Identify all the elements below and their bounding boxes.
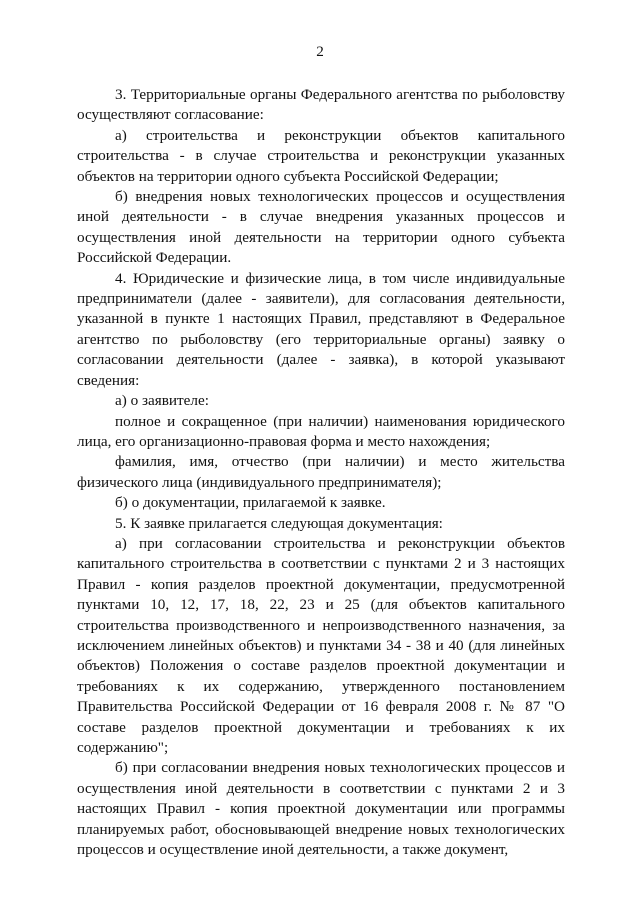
- paragraph-4b: б) о документации, прилагаемой к заявке.: [115, 494, 386, 512]
- paragraph-4a-legal-entity: полное и сокращенное (при наличии) наименования юридического лица, его организационно-правовая форма и место нахождения;: [77, 412, 565, 450]
- paragraph-4a: а) о заявителе:: [115, 392, 209, 410]
- paragraph-5a: а) при согласовании строительства и реконструкции объектов капитального строительства в соответствии с пунктами 2 и 3 настоящих Правил - копия разделов проектной документации, предусмотренной пунктами 10, 12, 17, 18, 22, 23 и 25 (для объектов капитального строительства производственного и непроизводственного назначения, за исключением линейных объектов) и пунктами 34 - 38 и 40 (для линейных объектов) Положения о составе разделов проектной документации и требованиях к их содержанию, утвержденного постановлением Правительства Российской Федерации от 16 февраля 2008 г. № 87 "О составе разделов проектной документации и требованиях к их содержанию";: [77, 534, 565, 756]
- paragraph-5: 5. К заявке прилагается следующая документация:: [115, 514, 443, 532]
- paragraph-5b: б) при согласовании внедрения новых технологических процессов и осуществления иной деятельности в соответствии с пунктами 2 и 3 настоящих Правил - копия проектной документации или программы планируемых работ, обосновывающей внедрение новых технологических процессов и осуществление иной деятельности, а также документ,: [77, 759, 565, 859]
- paragraph-3a: а) строительства и реконструкции объектов капитального строительства - в случае строительства и реконструкции указанных объектов на территории одного субъекта Российской Федерации;: [77, 126, 565, 185]
- paragraph-4a-individual: фамилия, имя, отчество (при наличии) и место жительства физического лица (индивидуального предпринимателя);: [77, 453, 565, 491]
- page-number: 2: [316, 43, 324, 60]
- paragraph-3b: б) внедрения новых технологических процессов и осуществления иной деятельности - в случае внедрения указанных процессов и осуществления иной деятельности на территории одного субъекта Российской Федерации.: [77, 188, 565, 267]
- paragraph-4: 4. Юридические и физические лица, в том числе индивидуальные предприниматели (далее - заявители), для согласования деятельности, указанной в пункте 1 настоящих Правил, представляют в Федеральное агентство по рыболовству (его территориальные органы) заявку о согласовании деятельности (далее - заявка), в которой указывают сведения:: [77, 269, 565, 389]
- document-body: [77, 85, 565, 860]
- paragraph-3: 3. Территориальные органы Федерального агентства по рыболовству осуществляют согласование:: [77, 86, 565, 124]
